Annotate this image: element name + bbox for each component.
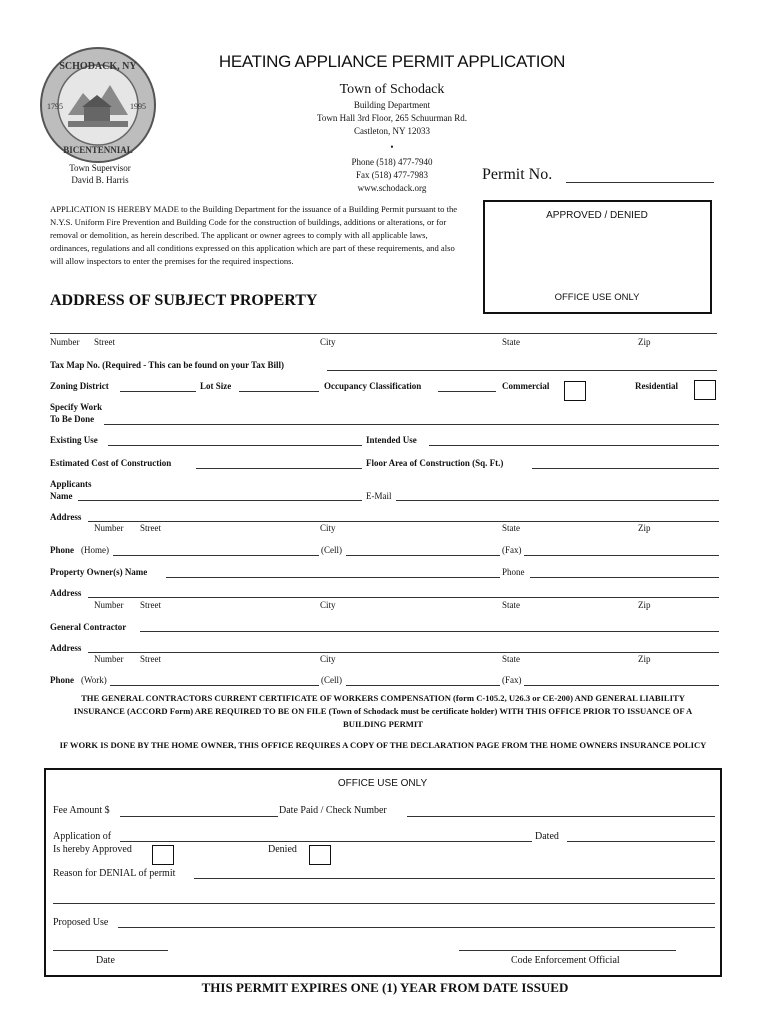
tax-map-label: Tax Map No. (Required - This can be found on your Tax Bill) xyxy=(50,360,284,370)
specify-work-field[interactable] xyxy=(104,424,719,425)
fee-amount-field[interactable] xyxy=(120,816,278,817)
contractor-cell-label: (Cell) xyxy=(321,675,342,685)
contractor-fax-label: (Fax) xyxy=(502,675,522,685)
applicants-label: Applicants xyxy=(50,479,92,489)
owner-phone-label: Phone xyxy=(502,567,525,577)
general-contractor-field[interactable] xyxy=(140,631,719,632)
office-use-title: OFFICE USE ONLY xyxy=(337,778,428,789)
permit-expiration-footer: THIS PERMIT EXPIRES ONE (1) YEAR FROM DATE ISSUED xyxy=(201,980,569,995)
fax-line: Fax (518) 477-7983 xyxy=(356,170,428,180)
contractor-number-label: Number xyxy=(94,654,124,664)
contractor-phone-label: Phone xyxy=(50,675,75,685)
owner-address-field[interactable] xyxy=(88,597,719,598)
zoning-field[interactable] xyxy=(120,391,196,392)
approved-label: Is hereby Approved xyxy=(53,844,132,855)
denied-label: Denied xyxy=(268,844,297,855)
reason-denial-field[interactable] xyxy=(194,878,715,879)
commercial-checkbox[interactable] xyxy=(564,381,586,401)
floor-area-field[interactable] xyxy=(532,468,719,469)
phone-line: Phone (518) 477-7940 xyxy=(351,157,433,167)
contractor-phone-work-field[interactable] xyxy=(110,685,319,686)
dated-label: Dated xyxy=(535,831,559,842)
permit-number-label: Permit No. xyxy=(482,166,553,183)
commercial-label: Commercial xyxy=(502,381,550,391)
intended-use-field[interactable] xyxy=(429,445,719,446)
addr-street-label: Street xyxy=(94,337,115,347)
owner-label: Property Owner(s) Name xyxy=(50,567,148,577)
phone-home-field[interactable] xyxy=(113,555,319,556)
date-paid-label: Date Paid / Check Number xyxy=(279,805,387,816)
approved-checkbox[interactable] xyxy=(152,845,174,865)
fax-field[interactable] xyxy=(524,555,719,556)
date-paid-field[interactable] xyxy=(407,816,715,817)
applicants-name-label: Name xyxy=(50,491,73,501)
proposed-use-field[interactable] xyxy=(118,927,715,928)
office-use-section xyxy=(44,768,722,977)
contractor-fax-field[interactable] xyxy=(524,685,719,686)
supervisor-name: David B. Harris xyxy=(71,175,129,185)
section-title-address: ADDRESS OF SUBJECT PROPERTY xyxy=(50,292,318,309)
zoning-label: Zoning District xyxy=(50,381,109,391)
reason-denial-label: Reason for DENIAL of permit xyxy=(53,868,176,879)
contractor-cell-field[interactable] xyxy=(346,685,500,686)
contractor-street-label: Street xyxy=(140,654,161,664)
to-be-done-label: To Be Done xyxy=(50,414,95,424)
approved-denied-label: APPROVED / DENIED xyxy=(546,210,648,221)
lot-size-field[interactable] xyxy=(239,391,319,392)
residential-checkbox[interactable] xyxy=(694,380,716,400)
owner-address-label: Address xyxy=(50,588,82,598)
phone-cell-field[interactable] xyxy=(346,555,500,556)
supervisor-title: Town Supervisor xyxy=(69,163,131,173)
contractor-address-label: Address xyxy=(50,643,82,653)
date-signature-field[interactable] xyxy=(53,950,168,951)
dated-field[interactable] xyxy=(567,841,715,842)
existing-use-label: Existing Use xyxy=(50,435,98,445)
contractor-state-label: State xyxy=(502,654,520,664)
contractor-address-field[interactable] xyxy=(88,652,719,653)
owner-number-label: Number xyxy=(94,600,124,610)
denied-checkbox[interactable] xyxy=(309,845,331,865)
svg-text:SCHODACK, NY: SCHODACK, NY xyxy=(59,61,137,72)
svg-text:1995: 1995 xyxy=(130,102,146,111)
contractor-city-label: City xyxy=(320,654,336,664)
reason-denial-field-2[interactable] xyxy=(53,903,715,904)
owner-name-field[interactable] xyxy=(166,577,500,578)
phone-label: Phone xyxy=(50,545,75,555)
date-label: Date xyxy=(96,955,115,966)
intended-use-label: Intended Use xyxy=(366,435,417,445)
application-of-field[interactable] xyxy=(120,841,532,842)
office-use-box xyxy=(483,200,712,314)
proposed-use-label: Proposed Use xyxy=(53,917,109,928)
work-label: (Work) xyxy=(81,675,107,685)
homeowner-notice: IF WORK IS DONE BY THE HOME OWNER, THIS OFFICE REQUIRES A COPY OF THE DECLARATION PAGE FROM THE HOME OWNERS INSURANCE POLICY xyxy=(59,740,707,750)
owner-city-label: City xyxy=(320,600,336,610)
office-use-only-label: OFFICE USE ONLY xyxy=(554,292,640,303)
insurance-notice: THE GENERAL CONTRACTORS CURRENT CERTIFICATE OF WORKERS COMPENSATION (form C-105.2, U26.3 or CE-200) AND GENERAL LIABILITY INSURANCE (ACCORD Form) ARE REQUIRED TO BE ON FILE (Town of Schodack must be certificate holder) WITH THIS OFFICE PRIOR TO ISSUANCE OF A BUILDING PERMIT xyxy=(73,693,693,729)
lot-size-label: Lot Size xyxy=(200,381,232,391)
department-name: Building Department xyxy=(353,100,431,110)
owner-street-label: Street xyxy=(140,600,161,610)
addr-state-label: State xyxy=(502,337,520,347)
website-line: www.schodack.org xyxy=(357,183,427,193)
applicant-address-label: Address xyxy=(50,512,82,522)
property-address-field[interactable] xyxy=(50,333,717,334)
email-label: E-Mail xyxy=(366,491,392,501)
town-seal-logo xyxy=(38,45,158,165)
general-contractor-label: General Contractor xyxy=(50,622,127,632)
fax-label: (Fax) xyxy=(502,545,522,555)
addr-city-label: City xyxy=(320,337,336,347)
svg-text:BICENTENNIAL: BICENTENNIAL xyxy=(63,145,133,155)
residential-label: Residential xyxy=(635,381,679,391)
bullet: • xyxy=(390,142,394,152)
occupancy-field[interactable] xyxy=(438,391,496,392)
home-label: (Home) xyxy=(81,545,109,555)
floor-area-label: Floor Area of Construction (Sq. Ft.) xyxy=(366,458,504,468)
est-cost-label: Estimated Cost of Construction xyxy=(50,458,172,468)
owner-zip-label: Zip xyxy=(638,600,651,610)
town-name: Town of Schodack xyxy=(339,82,445,97)
intro-paragraph: APPLICATION IS HEREBY MADE to the Building Department for the issuance of a Building Permit pursuant to the N.Y.S. Uniform Fire Prevention and Building Code for the construction of buildings, additions or alterations, or for removal or demolition, as herein described. The applicant or owner agrees to comply with all applicable laws, ordinances, regulations and all conditions expressed on this application which are part of these requirements, and also will allow inspectors to enter the premises for the required inspections. xyxy=(50,204,458,266)
cell-label: (Cell) xyxy=(321,545,342,555)
est-cost-field[interactable] xyxy=(196,468,362,469)
tax-map-field[interactable] xyxy=(327,370,717,371)
owner-phone-field[interactable] xyxy=(530,577,719,578)
occupancy-label: Occupancy Classification xyxy=(324,381,422,391)
applicant-number-label: Number xyxy=(94,523,124,533)
address-line-2: Castleton, NY 12033 xyxy=(354,126,430,136)
specify-work-label: Specify Work xyxy=(50,402,103,412)
address-line-1: Town Hall 3rd Floor, 265 Schuurman Rd. xyxy=(317,113,467,123)
existing-use-field[interactable] xyxy=(108,445,362,446)
applicant-name-field[interactable] xyxy=(78,500,362,501)
applicant-state-label: State xyxy=(502,523,520,533)
fee-amount-label: Fee Amount $ xyxy=(53,805,110,816)
contractor-zip-label: Zip xyxy=(638,654,651,664)
applicant-city-label: City xyxy=(320,523,336,533)
applicant-street-label: Street xyxy=(140,523,161,533)
application-of-label: Application of xyxy=(53,831,112,842)
svg-text:1795: 1795 xyxy=(47,102,63,111)
officer-signature-field[interactable] xyxy=(459,950,676,951)
officer-label: Code Enforcement Official xyxy=(511,955,620,966)
page-title: HEATING APPLIANCE PERMIT APPLICATION xyxy=(218,52,566,71)
email-field[interactable] xyxy=(396,500,719,501)
applicant-zip-label: Zip xyxy=(638,523,651,533)
applicant-address-field[interactable] xyxy=(88,521,719,522)
permit-number-field[interactable] xyxy=(566,182,714,183)
addr-zip-label: Zip xyxy=(638,337,651,347)
addr-number-label: Number xyxy=(50,337,80,347)
owner-state-label: State xyxy=(502,600,520,610)
